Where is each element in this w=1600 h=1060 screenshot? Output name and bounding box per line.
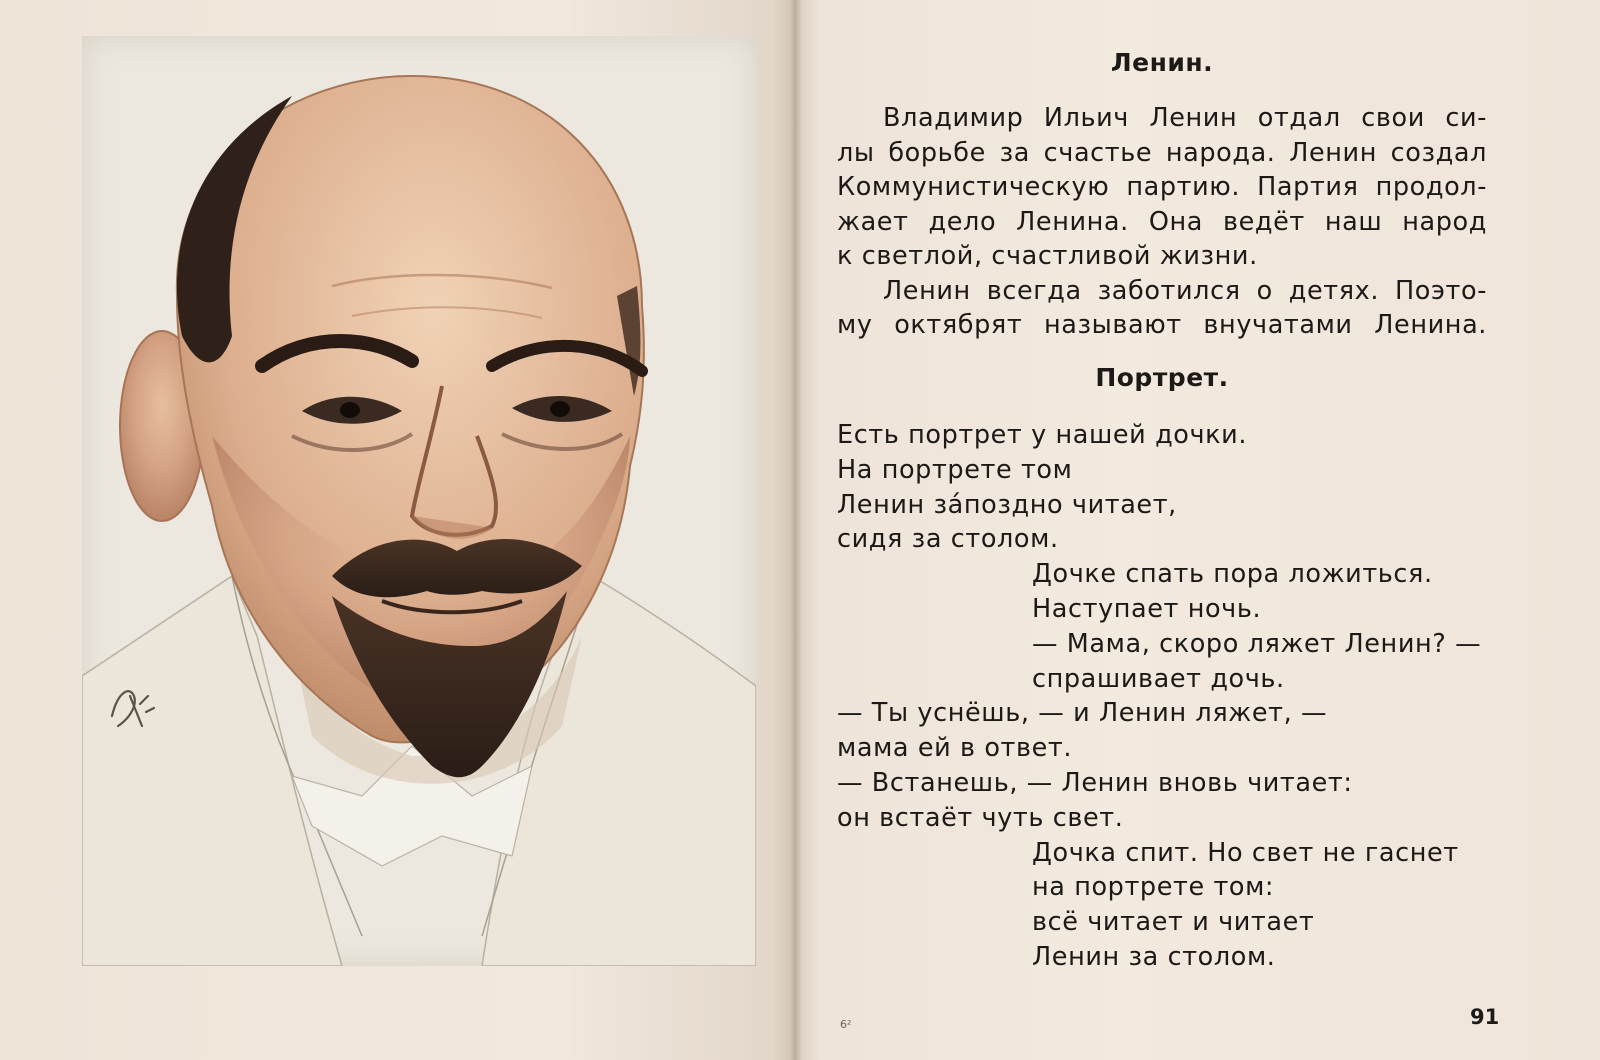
- section-title-portrait: Портрет.: [1095, 363, 1229, 392]
- prose-line: Коммунистическую партию. Партия продол-: [837, 172, 1487, 202]
- poem-line: — Мама, скоро ляжет Ленин? —: [1032, 628, 1482, 659]
- lenin-portrait-icon: [82, 36, 756, 966]
- poem-line: Есть портрет у нашей дочки.: [837, 420, 1248, 450]
- poem-line: Ленин зáпоздно читает,: [837, 489, 1177, 520]
- poem-line: спрашивает дочь.: [1032, 663, 1285, 694]
- poem-line: Дочка спит. Но свет не гаснет: [1032, 837, 1459, 868]
- prose-line: к светлой, счастливой жизни.: [837, 241, 1258, 271]
- poem-line: Наступает ночь.: [1032, 593, 1262, 624]
- left-page: [0, 0, 796, 1060]
- printer-signature-mark: 6²: [840, 1018, 852, 1031]
- poem-line: всё читает и читает: [1032, 907, 1315, 938]
- poem: [837, 418, 1497, 975]
- prose-paragraphs: [837, 101, 1487, 343]
- poem-line: — Ты уснёшь, — и Ленин ляжет, —: [837, 698, 1328, 729]
- prose-line: Владимир Ильич Ленин отдал свои си-: [883, 103, 1487, 133]
- page-number: 91: [1470, 1005, 1500, 1029]
- poem-line: — Встанешь, — Ленин вновь читает:: [837, 767, 1353, 798]
- poem-line: мама ей в ответ.: [837, 733, 1073, 764]
- poem-line: На портрете том: [837, 454, 1073, 485]
- prose-line: лы борьбе за счастье народа. Ленин создал: [837, 137, 1487, 168]
- prose-line: му октябрят называют внучатами Ленина.: [837, 310, 1487, 340]
- portrait-illustration: [82, 36, 756, 966]
- poem-line: Дочке спать пора ложиться.: [1032, 559, 1433, 590]
- poem-line: Ленин за столом.: [1032, 941, 1276, 972]
- prose-line: Ленин всегда заботился о детях. Поэто-: [883, 275, 1487, 306]
- section-title-lenin: Ленин.: [1110, 48, 1214, 77]
- prose-line: жает дело Ленина. Она ведёт наш народ: [837, 206, 1487, 237]
- poem-line: сидя за столом.: [837, 524, 1059, 555]
- book-gutter: [790, 0, 802, 1060]
- poem-line: на портрете том:: [1032, 872, 1275, 903]
- poem-line: он встаёт чуть свет.: [837, 802, 1124, 833]
